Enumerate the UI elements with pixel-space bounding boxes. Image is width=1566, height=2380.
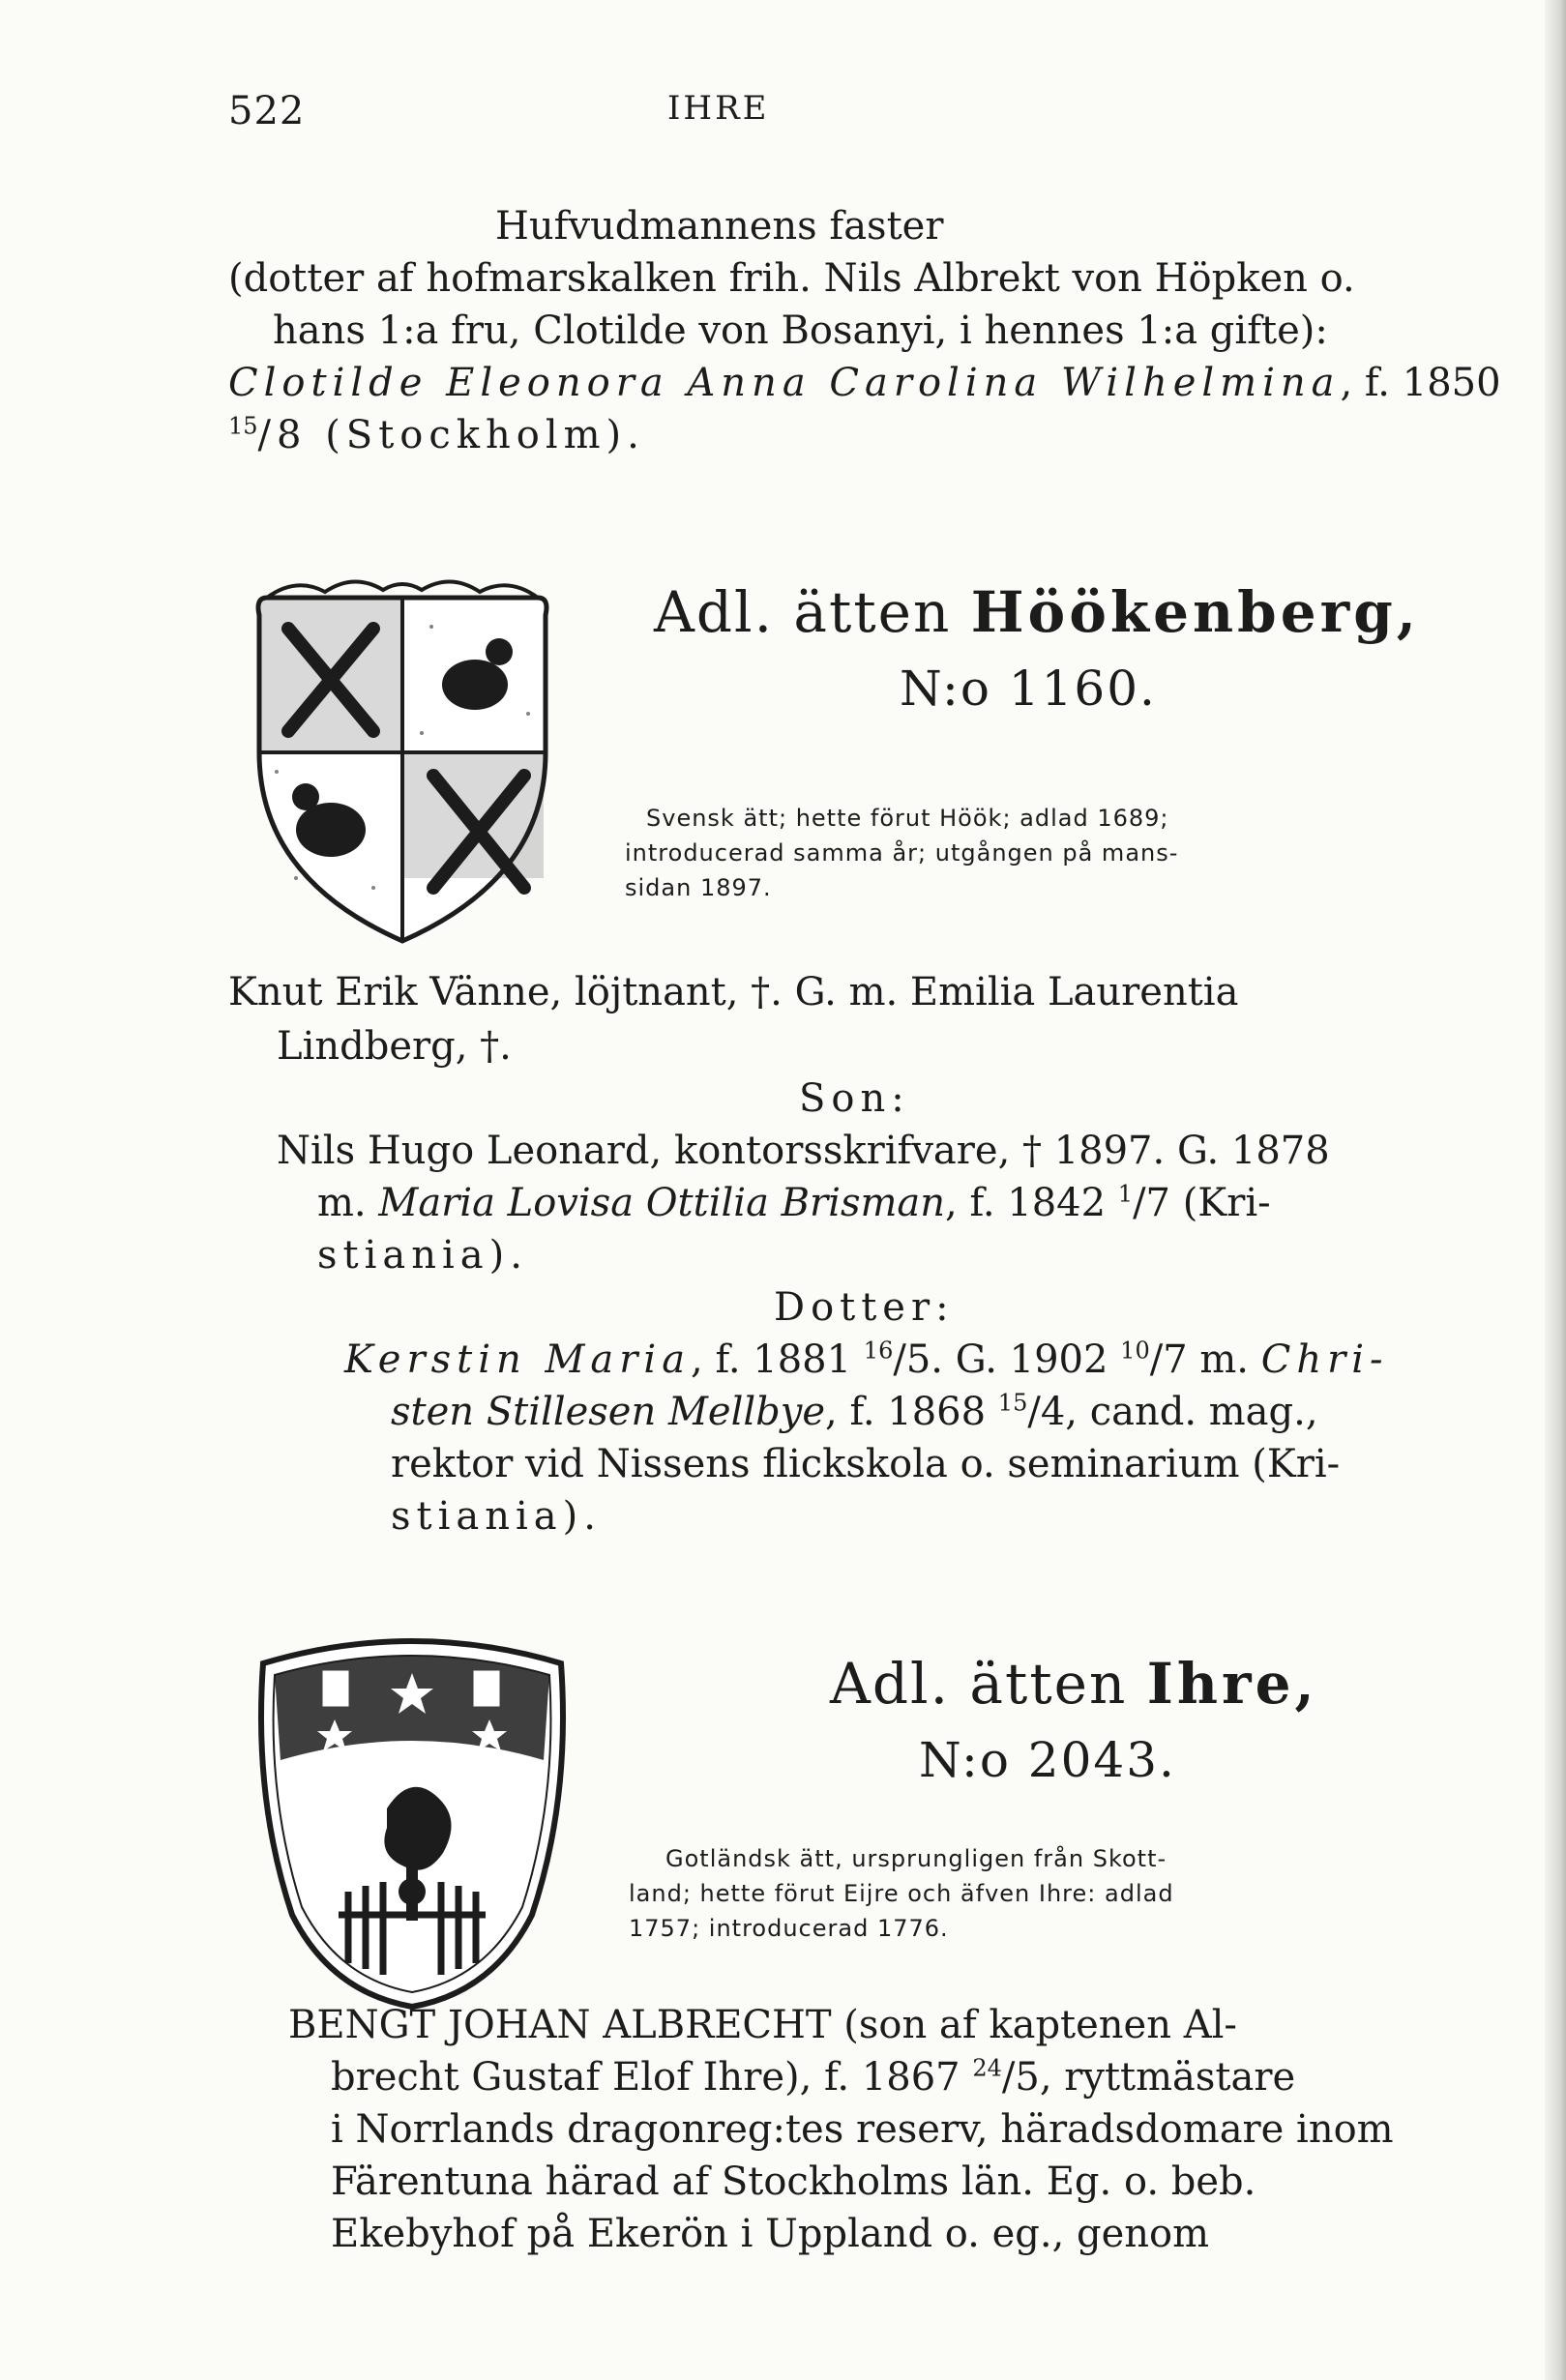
page-number: 522 (228, 89, 306, 133)
intro-line-2: (dotter af hofmarskalken frih. Nils Albrekt von Höpken o. (228, 256, 1355, 301)
ihre-para-line-1: BENGT JOHAN ALBRECHT (son af kaptenen Al- (288, 2003, 1237, 2047)
son-line-2: m. Maria Lovisa Ottilia Brisman, f. 1842 $^1$/7 (Kri- (317, 1180, 1271, 1225)
ihre-title: Adl. ätten Ihre, (830, 1651, 1318, 1717)
hookenberg-family-name: Höökenberg, (970, 579, 1420, 645)
ihre-desc-1: Gotländsk ätt, ursprungligen från Skott- (665, 1845, 1167, 1872)
ihre-para-line-4: Färentuna härad af Stockholms län. Eg. o. beb. (331, 2160, 1256, 2204)
hookenberg-desc-1: Svensk ätt; hette förut Höök; adlad 1689; (646, 805, 1169, 832)
ihre-desc-2: land; hette förut Eijre och äfven Ihre: adlad (629, 1880, 1174, 1907)
daughter-name: Kerstin Maria (344, 1337, 692, 1382)
daughter-heading: Dotter: (774, 1285, 955, 1330)
son-line-3: stiania). (317, 1233, 528, 1278)
son-heading: Son: (799, 1076, 910, 1121)
ihre-para-line-5: Ekebyhof på Ekerön i Uppland o. eg., genom (331, 2212, 1210, 2256)
hookenberg-title: Adl. ätten Höökenberg, (654, 579, 1420, 645)
daughter-line-2: sten Stillesen Mellbye, f. 1868 $^{15}$/4, cand. mag., (391, 1389, 1318, 1434)
hookenberg-desc-2: introducerad samma år; utgången på mans- (625, 839, 1179, 867)
daughter-spouse-name: sten Stillesen Mellbye (391, 1390, 826, 1434)
hookenberg-coat-of-arms (238, 569, 567, 948)
ihre-desc-3: 1757; introducerad 1776. (629, 1915, 949, 1942)
daughter-line-3: rektor vid Nissens flickskola o. seminarium (Kri- (391, 1442, 1341, 1486)
hookenberg-number: N:o 1160. (900, 661, 1157, 717)
ihre-coat-of-arms (242, 1625, 582, 2012)
intro-line-4: Clotilde Eleonora Anna Carolina Wilhelmina, f. 1850 (228, 361, 1501, 405)
ihre-para-line-3: i Norrlands dragonreg:tes reserv, häradsdomare inom (331, 2107, 1394, 2152)
ihre-para-line-2: brecht Gustaf Elof Ihre), f. 1867 $^{24}$/5, ryttmästare (331, 2054, 1296, 2100)
ihre-number: N:o 2043. (919, 1732, 1176, 1788)
daughter-line-1: Kerstin Maria, f. 1881 $^{16}$/5. G. 1902 $^{10}$/7 m. Chri- (344, 1337, 1389, 1382)
son-line-1: Nils Hugo Leonard, kontorsskrifvare, † 1897. G. 1878 (277, 1129, 1330, 1173)
hookenberg-para-1: Knut Erik Vänne, löjtnant, †. G. m. Emilia Laurentia (228, 970, 1239, 1014)
son-spouse-name: Maria Lovisa Ottilia Brisman (378, 1181, 946, 1225)
daughter-line-4: stiania). (391, 1494, 602, 1539)
running-title: IHRE (667, 89, 770, 128)
intro-person-name: Clotilde Eleonora Anna Carolina Wilhelmina (228, 361, 1341, 405)
intro-line-1: Hufvudmannens faster (495, 204, 944, 249)
intro-line-5: $^{15}$/8 (Stockholm). (228, 412, 645, 457)
ihre-family-name: Ihre, (1146, 1651, 1318, 1717)
hookenberg-desc-3: sidan 1897. (625, 874, 772, 901)
hookenberg-para-2: Lindberg, †. (277, 1024, 512, 1069)
intro-line-3: hans 1:a fru, Clotilde von Bosanyi, i hennes 1:a gifte): (273, 309, 1328, 353)
page-edge-shadow (1545, 0, 1566, 2380)
